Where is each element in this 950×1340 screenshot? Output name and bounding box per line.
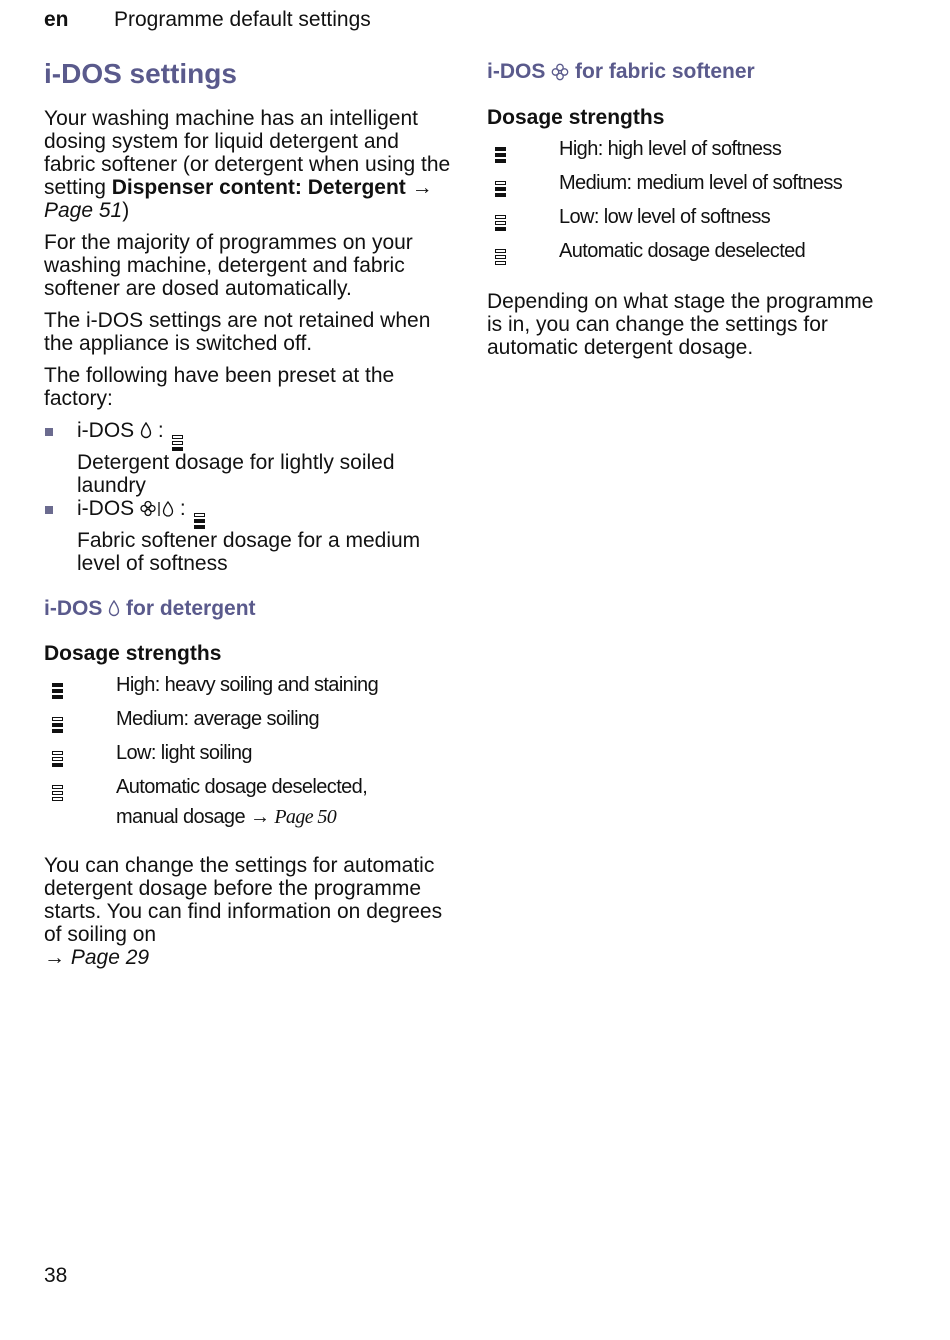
page-ref-link[interactable]: Page 50: [274, 806, 337, 828]
page-ref-arrow: →: [249, 806, 270, 828]
intro-paragraph: Your washing machine has an intelligent dosing system for liquid detergent and fabric softener (or detergent when using the setting Dispenser content: Detergent → Page 51): [44, 107, 451, 222]
dosage-row-low: Low: light soiling: [44, 738, 454, 772]
factory-preset-list: [44, 419, 454, 575]
detergent-section-heading: i-DOS for detergent: [44, 597, 454, 623]
level-low-icon: [172, 435, 183, 451]
not-retained-paragraph: The i-DOS settings are not retained when the appliance is switched off.: [44, 309, 431, 355]
softener-flower-icon: [551, 63, 569, 87]
dosage-row-high: High: high level of softness: [487, 134, 887, 168]
detergent-drop-icon: [108, 599, 120, 623]
page-ref-arrow: →: [411, 176, 433, 199]
dosage-row-low: Low: low level of softness: [487, 202, 887, 236]
list-item: i-DOS : Fabric softener dosage for a medium level of softness: [44, 497, 454, 575]
level-high-icon: [495, 147, 506, 163]
page-number: 38: [44, 1264, 68, 1287]
level-high-icon: [52, 683, 63, 699]
list-item: i-DOS : Detergent dosage for lightly soiled laundry: [44, 419, 454, 497]
bullet-description: Detergent dosage for lightly soiled laundry: [77, 451, 395, 497]
dosage-row-medium: Medium: medium level of softness: [487, 168, 887, 202]
language-code: en: [44, 8, 69, 31]
bullet-description: Fabric softener dosage for a medium level of softness: [77, 529, 421, 575]
detergent-drop-icon: [140, 421, 152, 444]
level-medium-icon: [194, 513, 205, 529]
page-ref-link[interactable]: Page 51: [44, 199, 123, 222]
auto-dosing-paragraph: For the majority of programmes on your washing machine, detergent and fabric softener are dosed automatically.: [44, 231, 413, 300]
right-column: [487, 58, 887, 368]
dispenser-setting-name: Dispenser content: Detergent: [111, 176, 406, 199]
softener-section-heading: i-DOS for fabric softener: [487, 60, 887, 87]
dosage-row-off: Automatic dosage deselected: [487, 236, 887, 270]
left-column: [44, 58, 454, 978]
bullet-square: [45, 428, 53, 436]
dosage-row-off: Automatic dosage deselected, manual dosage → Page 50: [44, 772, 454, 834]
section-title: Programme default settings: [114, 8, 371, 31]
level-off-icon: [495, 249, 506, 265]
closing-paragraph: You can change the settings for automatic detergent dosage before the programme starts. You can find information on degrees of soiling on → Page 29: [44, 854, 443, 969]
factory-preset-paragraph: The following have been preset at the factory:: [44, 364, 395, 410]
softener-flower-drop-icon: [140, 500, 174, 523]
dosage-row-medium: Medium: average soiling: [44, 704, 454, 738]
level-medium-icon: [495, 181, 506, 197]
page-title: i-DOS settings: [44, 58, 237, 89]
dosage-strengths-heading: Dosage strengths: [44, 642, 222, 665]
bullet-square: [45, 506, 53, 514]
dosage-row-high: High: heavy soiling and staining: [44, 670, 454, 704]
page-ref-link[interactable]: Page 29: [70, 946, 150, 969]
dosage-strengths-heading: Dosage strengths: [487, 106, 665, 129]
level-medium-icon: [52, 717, 63, 733]
level-low-icon: [52, 751, 63, 767]
level-low-icon: [495, 215, 506, 231]
closing-paragraph: Depending on what stage the programme is in, you can change the settings for automatic detergent dosage.: [487, 290, 874, 359]
level-off-icon: [52, 785, 63, 801]
page-ref-arrow: →: [44, 946, 65, 969]
